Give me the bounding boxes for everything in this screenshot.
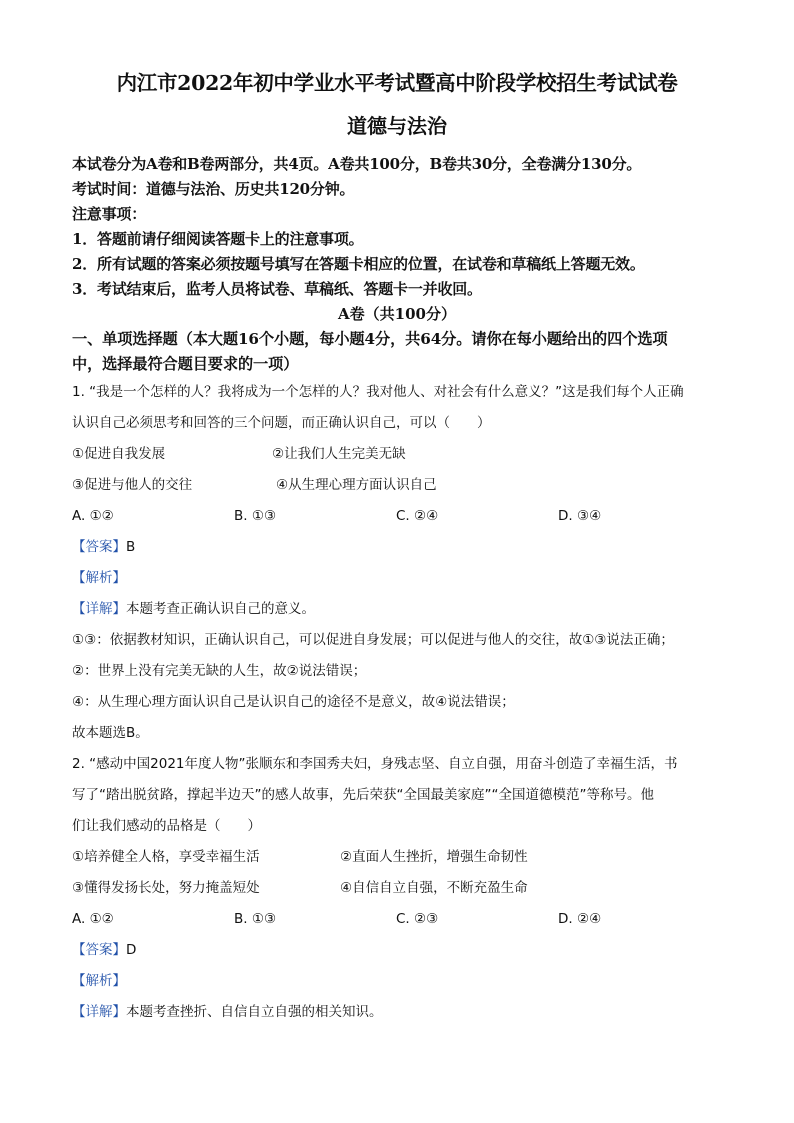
- choice-row: [72, 904, 722, 935]
- analysis-line: [72, 966, 722, 997]
- statement-row: [72, 842, 722, 873]
- explanation-line: 故本题选B。: [72, 725, 149, 741]
- intro-line: 注意事项：: [72, 205, 147, 223]
- section-instructions-line: 中，选择最符合题目要求的一项）: [72, 355, 299, 373]
- intro-line: 3．考试结束后，监考人员将试卷、草稿纸、答题卡一并收回。: [72, 280, 482, 298]
- choice-d: D. ②④: [558, 911, 602, 927]
- section-instructions-line: 一、单项选择题（本大题16个小题，每小题4分，共64分。请你在每小题给出的四个选项: [72, 330, 668, 348]
- intro-line: 本试卷分为A卷和B卷两部分，共4页。A卷共100分，B卷共30分，全卷满分130分。: [72, 155, 642, 173]
- statement-3: ③促进与他人的交往: [72, 477, 193, 493]
- explanation-line: ④：从生理心理方面认识自己是认识自己的途径不是意义，故④说法错误；: [72, 694, 515, 710]
- statement-1: ①促进自我发展: [72, 446, 166, 462]
- detail-text: 本题考查挫折、自信自立自强的相关知识。: [126, 1004, 383, 1020]
- analysis-tag: 【解析】: [72, 570, 126, 586]
- question-stem-line: 们让我们感动的品格是（ ）: [72, 818, 261, 834]
- answer-tag: 【答案】: [72, 942, 126, 958]
- detail-line: [72, 594, 722, 625]
- intro-line: 考试时间：道德与法治、历史共120分钟。: [72, 180, 355, 198]
- choice-c: C. ②③: [396, 911, 439, 927]
- question-1: [72, 377, 722, 749]
- question-stem-line: 2. “感动中国2021年度人物”张顺东和李国秀夫妇，身残志坚、自立自强，用奋斗创造了幸福生活，书: [72, 756, 678, 772]
- intro-block: [72, 152, 722, 302]
- statement-row: [72, 439, 722, 470]
- question-stem-line: 1. “我是一个怎样的人？我将成为一个怎样的人？我对他人、对社会有什么意义？”这是我们每个人正确: [72, 384, 684, 400]
- analysis-tag: 【解析】: [72, 973, 126, 989]
- question-2: [72, 749, 722, 1028]
- statement-2: ②让我们人生完美无缺: [272, 446, 406, 462]
- analysis-line: [72, 563, 722, 594]
- question-stem-line: 写了“踏出脱贫路，撑起半边天”的感人故事，先后荣获“全国最美家庭”“全国道德模范”等称号。他: [72, 787, 654, 803]
- answer-value: B: [126, 539, 136, 555]
- exam-page: [72, 66, 722, 1028]
- page-subtitle: 道德与法治: [347, 114, 447, 138]
- statement-1: ①培养健全人格，享受幸福生活: [72, 849, 260, 865]
- choice-c: C. ②④: [396, 508, 439, 524]
- statement-row: [72, 873, 722, 904]
- statement-4: ④从生理心理方面认识自己: [276, 477, 437, 493]
- choice-b: B. ①③: [234, 911, 277, 927]
- detail-line: [72, 997, 722, 1028]
- choice-d: D. ③④: [558, 508, 602, 524]
- statement-row: [72, 470, 722, 501]
- answer-tag: 【答案】: [72, 539, 126, 555]
- choice-a: A. ①②: [72, 508, 114, 524]
- answer-value: D: [126, 942, 137, 958]
- question-stem-line: 认识自己必须思考和回答的三个问题，而正确认识自己，可以（ ）: [72, 415, 491, 431]
- section-a-heading: A卷（共100分）: [338, 305, 456, 323]
- page-title: 内江市2022年初中学业水平考试暨高中阶段学校招生考试试卷: [116, 71, 678, 95]
- intro-line: 1．答题前请仔细阅读答题卡上的注意事项。: [72, 230, 364, 248]
- choice-row: [72, 501, 722, 532]
- statement-3: ③懂得发扬长处，努力掩盖短处: [72, 880, 260, 896]
- choice-a: A. ①②: [72, 911, 114, 927]
- answer-line: [72, 935, 722, 966]
- detail-tag: 【详解】: [72, 601, 126, 617]
- section-instructions: [72, 327, 722, 377]
- answer-line: [72, 532, 722, 563]
- detail-tag: 【详解】: [72, 1004, 126, 1020]
- choice-b: B. ①③: [234, 508, 277, 524]
- detail-text: 本题考查正确认识自己的意义。: [126, 601, 315, 617]
- statement-2: ②直面人生挫折，增强生命韧性: [340, 849, 528, 865]
- explanation-line: ①③：依据教材知识，正确认识自己，可以促进自身发展；可以促进与他人的交往，故①③说法正确；: [72, 632, 674, 648]
- intro-line: 2．所有试题的答案必须按题号填写在答题卡相应的位置，在试卷和草稿纸上答题无效。: [72, 255, 645, 273]
- statement-4: ④自信自立自强，不断充盈生命: [340, 880, 528, 896]
- explanation-line: ②：世界上没有完美无缺的人生，故②说法错误；: [72, 663, 367, 679]
